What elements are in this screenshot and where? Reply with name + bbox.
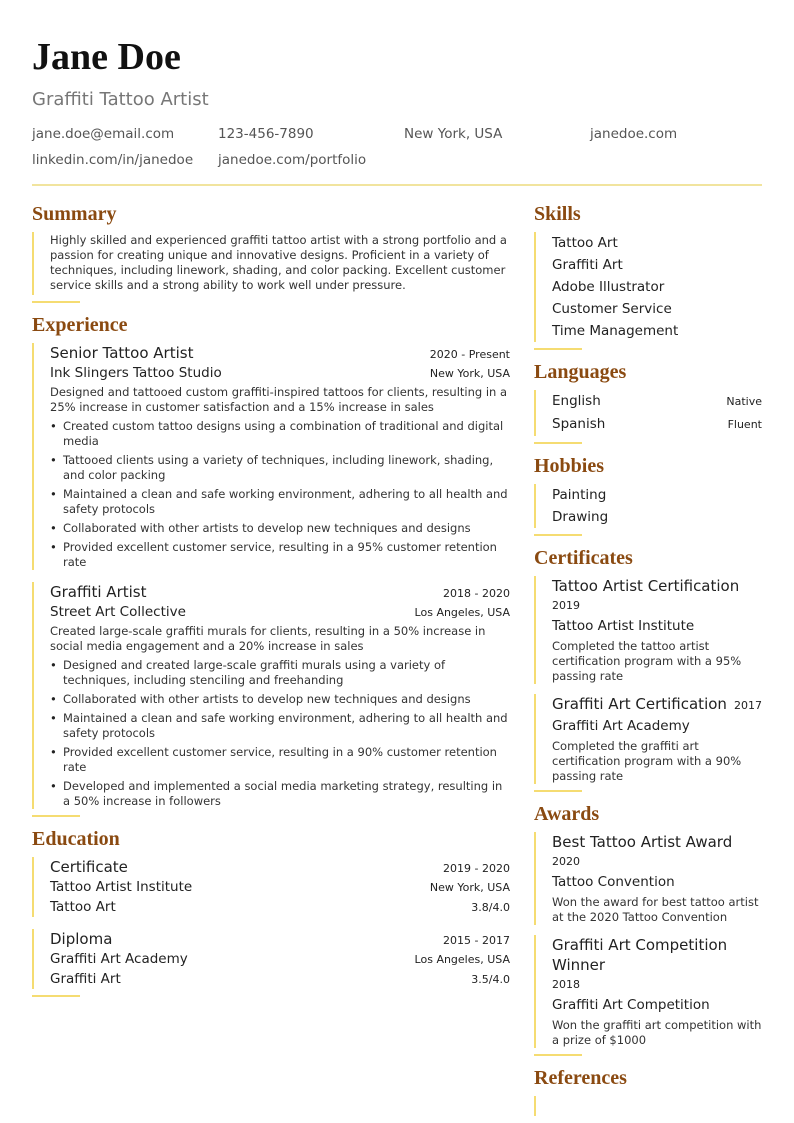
candidate-name: Jane Doe xyxy=(32,36,181,78)
skill-item: Customer Service xyxy=(552,301,672,317)
job-location: Los Angeles, USA xyxy=(414,606,510,619)
company-name: Street Art Collective xyxy=(50,604,186,620)
section-divider xyxy=(534,1054,582,1056)
list-item: • Collaborated with other artists to develop new techniques and designs xyxy=(63,521,510,536)
company-name: Ink Slingers Tattoo Studio xyxy=(50,365,222,381)
education-entry xyxy=(50,857,510,917)
school-location: New York, USA xyxy=(429,881,510,894)
certificates-section xyxy=(534,546,762,792)
summary-text: Highly skilled and experienced graffiti tattoo artist with a strong portfolio and a passion for creating unique and innovative designs. Proficient in a variety of techniques, including linework, shading, and color packing. Excellent customer service skills and a strong ability to work well under pressure. xyxy=(50,233,507,292)
header-divider xyxy=(32,184,762,186)
list-item: • Provided excellent customer service, resulting in a 90% customer retention rate xyxy=(63,745,510,775)
skill-item: Adobe Illustrator xyxy=(552,279,665,295)
certificate-entry xyxy=(552,694,762,784)
list-item: • Collaborated with other artists to develop new techniques and designs xyxy=(63,692,510,707)
candidate-title: Graffiti Tattoo Artist xyxy=(32,89,209,110)
degree: Certificate xyxy=(50,858,128,876)
job-description: Designed and tattooed custom graffiti-inspired tattoos for clients, resulting in a 25% increase in customer satisfaction and a 15% increase in sales xyxy=(50,385,508,414)
language-item xyxy=(552,413,762,436)
skill-item: Graffiti Art xyxy=(552,257,623,273)
list-item: • Maintained a clean and safe working environment, adhering to all health and safety protocols xyxy=(63,487,510,517)
language-level: Fluent xyxy=(727,418,762,431)
certificate-year: 2017 xyxy=(734,699,762,712)
award-year: 2020 xyxy=(552,855,580,868)
education-section xyxy=(32,827,510,997)
list-item: • Maintained a clean and safe working environment, adhering to all health and safety protocols xyxy=(63,711,510,741)
language-item xyxy=(552,390,762,413)
section-divider xyxy=(534,348,582,350)
experience-heading: Experience xyxy=(32,314,128,336)
gpa: 3.5/4.0 xyxy=(471,973,510,986)
experience-entry xyxy=(50,582,510,809)
contact-portfolio[interactable]: janedoe.com/portfolio xyxy=(218,152,367,168)
award-year: 2018 xyxy=(552,978,580,991)
degree: Diploma xyxy=(50,930,113,948)
languages-heading: Languages xyxy=(534,361,627,383)
field-of-study: Graffiti Art xyxy=(50,971,121,987)
school-name: Graffiti Art Academy xyxy=(50,951,188,967)
section-divider xyxy=(32,815,80,817)
education-dates: 2019 - 2020 xyxy=(443,862,510,875)
list-item: • Designed and created large-scale graffiti murals using a variety of techniques, including stenciling and freehanding xyxy=(63,658,510,688)
contact-linkedin[interactable]: linkedin.com/in/janedoe xyxy=(32,152,194,168)
education-dates: 2015 - 2017 xyxy=(443,934,510,947)
language-name: Spanish xyxy=(552,416,606,432)
certificate-description: Completed the graffiti art certification program with a 90% passing rate xyxy=(552,739,742,783)
contact-website[interactable]: janedoe.com xyxy=(590,126,678,142)
job-title: Senior Tattoo Artist xyxy=(50,344,194,362)
job-description: Created large-scale graffiti murals for clients, resulting in a 50% increase in social media engagement and a 20% increase in sales xyxy=(50,624,486,653)
certificate-issuer: Graffiti Art Academy xyxy=(552,718,690,734)
award-description: Won the graffiti art competition with a prize of $1000 xyxy=(552,1018,762,1047)
education-entry xyxy=(50,929,510,989)
references-body xyxy=(534,1096,762,1116)
hobbies-heading: Hobbies xyxy=(534,455,605,477)
section-divider xyxy=(534,534,582,536)
award-title: Best Tattoo Artist Award xyxy=(552,833,733,851)
award-entry xyxy=(552,832,762,925)
list-item: • Provided excellent customer service, resulting in a 95% customer retention rate xyxy=(63,540,510,570)
experience-section xyxy=(32,313,510,817)
certificates-heading: Certificates xyxy=(534,547,633,569)
contact-phone[interactable]: 123-456-7890 xyxy=(218,126,314,142)
hobby-item: Painting xyxy=(552,487,607,503)
hobbies-section xyxy=(534,454,762,536)
job-title: Graffiti Artist xyxy=(50,583,147,601)
award-issuer: Tattoo Convention xyxy=(552,874,675,890)
school-location: Los Angeles, USA xyxy=(414,953,510,966)
education-heading: Education xyxy=(32,828,120,850)
list-item: • Developed and implemented a social media marketing strategy, resulting in a 50% increase in followers xyxy=(63,779,510,809)
certificate-entry xyxy=(552,576,762,684)
school-name: Tattoo Artist Institute xyxy=(50,879,193,895)
experience-entry xyxy=(50,343,510,570)
awards-section xyxy=(534,802,762,1056)
field-of-study: Tattoo Art xyxy=(50,899,116,915)
certificate-year: 2019 xyxy=(552,599,580,612)
contact-info xyxy=(32,126,762,168)
award-entry xyxy=(552,935,762,1048)
references-heading: References xyxy=(534,1067,627,1089)
award-description: Won the award for best tattoo artist at the 2020 Tattoo Convention xyxy=(552,895,759,924)
right-column xyxy=(534,202,762,1116)
job-dates: 2018 - 2020 xyxy=(443,587,510,600)
section-divider xyxy=(534,442,582,444)
hobby-item: Drawing xyxy=(552,509,609,525)
certificate-description: Completed the tattoo artist certification program with a 95% passing rate xyxy=(552,639,742,683)
section-divider xyxy=(32,995,80,997)
certificate-title: Graffiti Art Certification xyxy=(552,695,727,713)
summary-heading: Summary xyxy=(32,203,117,225)
section-divider xyxy=(534,790,582,792)
awards-heading: Awards xyxy=(534,803,600,825)
skills-section xyxy=(534,202,762,350)
job-location: New York, USA xyxy=(429,367,510,380)
award-issuer: Graffiti Art Competition xyxy=(552,997,710,1013)
left-column xyxy=(32,202,510,1116)
skills-heading: Skills xyxy=(534,203,581,225)
references-section xyxy=(534,1066,762,1116)
list-item: • Tattooed clients using a variety of techniques, including linework, shading, and color packing xyxy=(63,453,510,483)
language-level: Native xyxy=(726,395,762,408)
summary-section xyxy=(32,202,510,303)
contact-location: New York, USA xyxy=(404,126,503,142)
languages-section xyxy=(534,360,762,444)
certificate-title: Tattoo Artist Certification xyxy=(552,577,740,595)
gpa: 3.8/4.0 xyxy=(471,901,510,914)
list-item: • Created custom tattoo designs using a combination of traditional and digital media xyxy=(63,419,510,449)
contact-email[interactable]: jane.doe@email.com xyxy=(32,126,175,142)
section-divider xyxy=(32,301,80,303)
job-dates: 2020 - Present xyxy=(429,348,510,361)
award-title: Graffiti Art Competition Winner xyxy=(552,936,728,974)
language-name: English xyxy=(552,393,601,409)
certificate-issuer: Tattoo Artist Institute xyxy=(552,618,695,634)
skill-item: Time Management xyxy=(552,323,679,339)
skill-item: Tattoo Art xyxy=(552,235,618,251)
